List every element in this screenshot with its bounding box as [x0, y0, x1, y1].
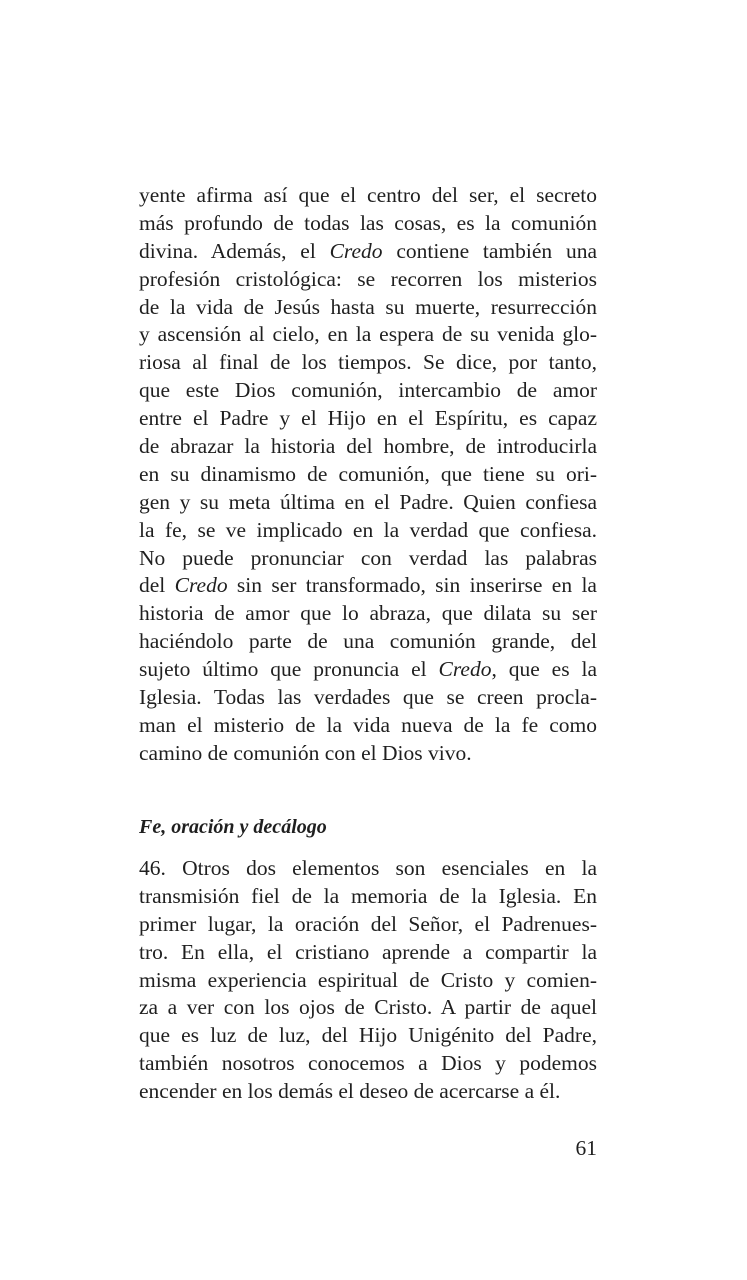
text-line: yente afirma así que el centro del ser, el secreto — [139, 183, 597, 207]
text-line — [139, 656, 597, 684]
page-number: 61 — [575, 1136, 597, 1160]
text-run: del — [139, 573, 175, 598]
text-line: la fe, se ve implicado en la verdad que confiesa. — [139, 517, 597, 542]
text-line: misma experiencia espiritual de Cristo y comien- — [139, 967, 597, 992]
body-paragraph-1 — [139, 182, 597, 768]
text-line: camino de comunión con el Dios vivo. — [139, 740, 472, 765]
text-line: Iglesia. Todas las verdades que se creen procla- — [139, 685, 597, 710]
text-line: de abrazar la historia del hombre, de introducirla — [139, 434, 597, 459]
text-line: en su dinamismo de comunión, que tiene su ori- — [139, 461, 597, 486]
text-line: primer lugar, la oración del Señor, el Padrenues- — [139, 911, 597, 936]
text-line — [139, 572, 597, 600]
text-line: 46. Otros dos elementos son esenciales en la — [139, 856, 597, 880]
section-heading: Fe, oración y decálogo — [139, 816, 327, 838]
text-line: profesión cristológica: se recorren los misterios — [139, 266, 597, 291]
text-line — [139, 238, 597, 266]
text-run: sin ser transformado, sin inserirse en la — [227, 573, 597, 598]
text-line: que es luz de luz, del Hijo Unigénito del Padre, — [139, 1023, 597, 1048]
text-line: entre el Padre y el Hijo en el Espíritu, es capaz — [139, 406, 597, 431]
text-line: encender en los demás el deseo de acercarse a él. — [139, 1079, 561, 1104]
text-line: za a ver con los ojos de Cristo. A partir de aquel — [139, 995, 597, 1020]
text-run: sujeto último que pronuncia el — [139, 657, 439, 682]
italic-title: Credo — [438, 657, 492, 682]
text-line: man el misterio de la vida nueva de la fe como — [139, 712, 597, 737]
text-line: haciéndolo parte de una comunión grande, del — [139, 629, 597, 654]
text-run: contiene también una — [382, 238, 597, 263]
text-line: tro. En ella, el cristiano aprende a compartir la — [139, 939, 597, 964]
body-paragraph-2 — [139, 855, 597, 1106]
text-run: , que es la — [491, 657, 598, 682]
text-line: más profundo de todas las cosas, es la comunión — [139, 210, 597, 235]
text-line: y ascensión al cielo, en la espera de su venida glo- — [139, 322, 597, 347]
text-line: riosa al final de los tiempos. Se dice, por tanto, — [139, 350, 597, 375]
text-line: que este Dios comunión, intercambio de amor — [139, 378, 597, 403]
text-line: también nosotros conocemos a Dios y podemos — [139, 1051, 597, 1076]
italic-title: Credo — [329, 238, 383, 263]
text-line: No puede pronunciar con verdad las palabras — [139, 545, 597, 570]
text-line: de la vida de Jesús hasta su muerte, resurrección — [139, 294, 597, 319]
text-line: gen y su meta última en el Padre. Quien confiesa — [139, 489, 597, 514]
text-run: divina. Además, el — [139, 238, 330, 263]
text-line: historia de amor que lo abraza, que dilata su ser — [139, 601, 597, 626]
italic-title: Credo — [174, 573, 228, 598]
text-line: transmisión fiel de la memoria de la Iglesia. En — [139, 883, 597, 908]
